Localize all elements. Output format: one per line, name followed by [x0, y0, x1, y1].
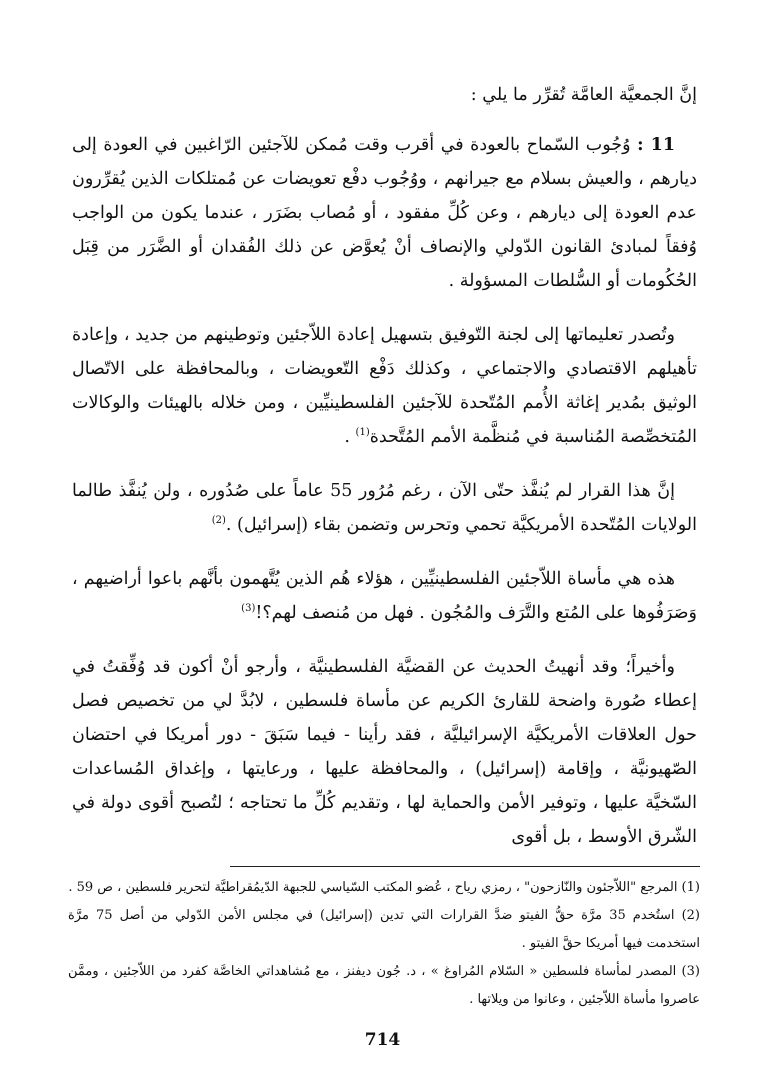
page-number: 714 — [364, 1030, 401, 1050]
intro-line: إنَّ الجمعيَّة العامَّة تُقرِّر ما يلي : — [470, 85, 697, 105]
footnote-2: (2) استُخدم 35 مرَّة حقُّ الفيتو ضدَّ القرارات التي تدين (إسرائيل) في مجلس الأمن الدّولي من أصل 75 مرَّة استخدمت فيها أمريكا حقَّ الفيتو . — [68, 908, 700, 951]
paragraph-text: وأخيراً؛ وقد أنهيتُ الحديث عن القضيَّة الفلسطينيَّة ، وأرجو أنْ أكون قد وُفِّقتُ في إعطاء صُورة واضحة للقارئ الكريم عن مأساة فلسطين ، لابُدَّ لي من تخصيص فصل حول العلاقات الأمريكيَّة الإسرائيليَّة ، فقد رأينا - فيما سَبَقَ - دور أمريكا في احتضان الصّهيونيَّة ، وإقامة (إسرائيل) ، والمحافظة عليها ، ورعايتها ، وإغداق المُساعدات السّخيَّة عليها ، وتوفير الأمن والحماية لها ، وتقديم كُلِّ ما تحتاجه ؛ لتُصبح أقوى دولة في الشّرق الأوسط ، بل أقوى — [72, 657, 697, 847]
paragraph-text: وُجُوب السّماح بالعودة في أقرب وقت مُمكن للآجئين الرّاغبين في العودة إلى ديارهم ، والعيش بسلام مع جيرانهم ، ووُجُوب دفْع تعويضات عن مُمتلكات الذين يُقرِّرون عدم العودة إلى ديارهم ، وعن كُلِّ مفقود ، أو مُصاب بضَرَر ، عندما يكون من الواجب وُفقاً لمبادئ القانون الدّولي والإنصاف أنْ يُعوَّض عن ذلك الفُقدان أو الضَّرَر من قِبَل الحُكُومات أو السُّلطات المسؤولة . — [72, 135, 697, 291]
footnotes — [68, 874, 700, 1014]
paragraph-resolution-11 — [72, 128, 697, 298]
footnote-divider — [230, 866, 700, 867]
main-text — [72, 78, 697, 874]
footnote-3: (3) المصدر لمأساة فلسطين « السّلام المُراوغ » ، د. جُون ديفنز ، مع مُشاهداتي الخاصَّة كفرد من اللاّجئين ، وممَّن عاصروا مأساة اللاّجئين ، وعانوا من ويلاتها . — [68, 964, 700, 1007]
paragraph-conclusion — [72, 650, 697, 854]
paragraph-tail: . — [344, 427, 356, 447]
paragraph-refugees-tragedy — [72, 562, 697, 630]
footnote-1: (1) المرجع "اللاّجئون والنّازحون" ، رمزي رياح ، عُضو المكتب السّياسي للجبهة الدّيمُقراطيَّة لتحرير فلسطين ، ص 59 . — [68, 880, 700, 895]
paragraph-text: إنَّ هذا القرار لم يُنفَّذ حتّى الآن ، رغم مُرُور 55 عاماً على صُدُوره ، ولن يُنفَّذ طالما الولايات المُتّحدة الأمريكيَّة تحمي وتحرس وتضمن بقاء (إسرائيل) . — [72, 481, 697, 535]
paragraph-not-implemented — [72, 474, 697, 542]
paragraph-text: وتُصدر تعليماتها إلى لجنة التّوفيق بتسهيل إعادة اللاّجئين وتوطينهم من جديد ، وإعادة تأهيلهم الاقتصادي والاجتماعي ، وكذلك دَفْع التّعويضات ، وبالمحافظة على الاتّصال الوثيق بمُدير إغاثة الأُمم المُتّحدة للآجئين الفلسطينيِّين ، ومن خلاله بالهيئات والوكالات المُتخصِّصة المُناسبة في مُنظَّمة الأمم المُتَّحدة — [72, 325, 698, 447]
paragraph-instructions — [72, 318, 697, 454]
footnote-ref: (1) — [355, 427, 370, 439]
footnote-ref: (3) — [241, 603, 256, 615]
footnote-ref: (2) — [211, 515, 226, 527]
paragraph-text: هذه هي مأساة اللاّجئين الفلسطينيِّين ، هؤلاء هُم الذين يُتَّهمون بأنَّهم باعوا أراضيهم ، وَصَرَفُوها على المُتع والتَّرَف والمُجُون . فهل من مُنصف لهم؟! — [72, 569, 697, 623]
clause-number: 11 : — [637, 135, 675, 155]
